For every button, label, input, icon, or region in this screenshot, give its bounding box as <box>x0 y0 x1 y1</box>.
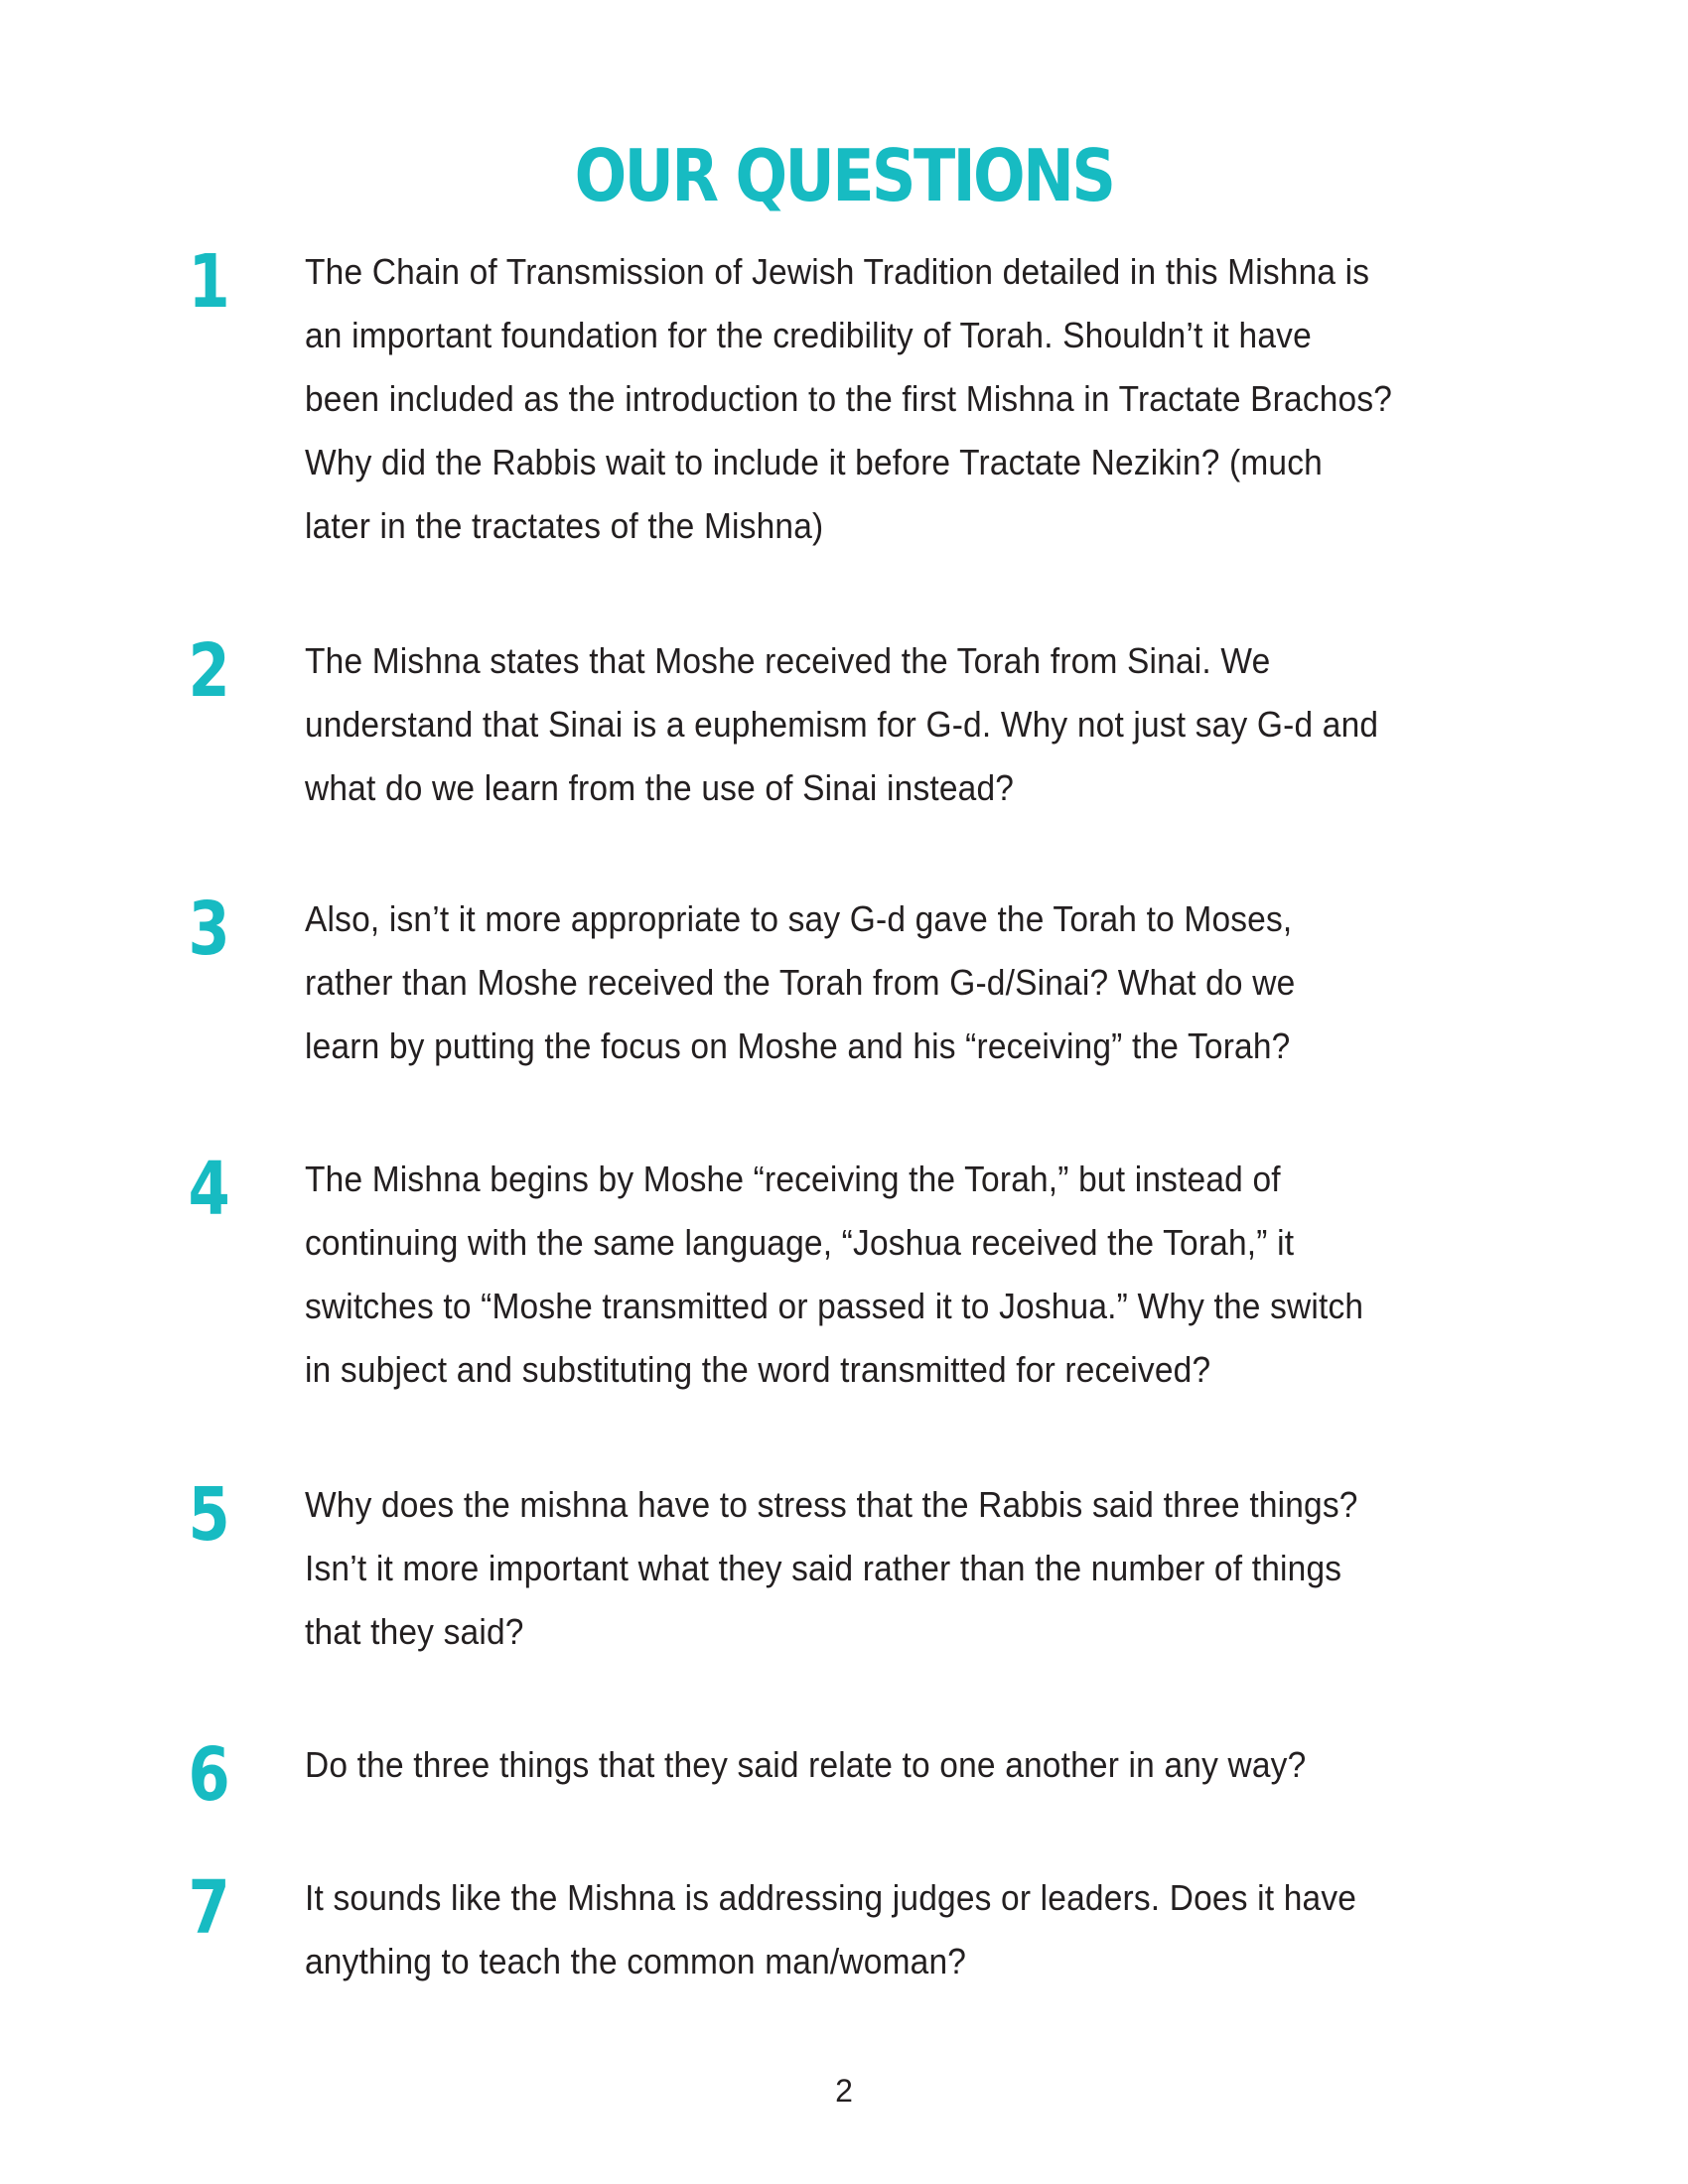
question-line: Also, isn’t it more appropriate to say G-d gave the Torah to Moses, <box>305 898 1293 939</box>
question-text <box>305 887 1556 1078</box>
question-number: 6 <box>188 1732 230 1818</box>
question-number: 7 <box>188 1865 230 1951</box>
question-line: The Mishna begins by Moshe “receiving the Torah,” but instead of <box>305 1159 1281 1199</box>
question-line: switches to “Moshe transmitted or passed it to Joshua.” Why the switch <box>305 1286 1364 1326</box>
question-text <box>305 629 1556 820</box>
question-line: continuing with the same language, “Joshua received the Torah,” it <box>305 1222 1295 1263</box>
question-line: learn by putting the focus on Moshe and his “receiving” the Torah? <box>305 1025 1291 1066</box>
question-line: It sounds like the Mishna is addressing judges or leaders. Does it have <box>305 1877 1357 1918</box>
question-number: 2 <box>188 628 230 714</box>
question-line: that they said? <box>305 1611 524 1652</box>
page-title: OUR QUESTIONS <box>574 134 1114 218</box>
question-number: 4 <box>188 1147 230 1232</box>
question-line: The Chain of Transmission of Jewish Tradition detailed in this Mishna is <box>305 251 1370 292</box>
question-number: 3 <box>188 887 230 972</box>
question-line: later in the tractates of the Mishna) <box>305 505 824 546</box>
question-line: what do we learn from the use of Sinai instead? <box>305 767 1015 808</box>
question-line: in subject and substituting the word transmitted for received? <box>305 1349 1211 1390</box>
question-line: Do the three things that they said relate to one another in any way? <box>305 1744 1307 1785</box>
question-line: anything to teach the common man/woman? <box>305 1941 967 1981</box>
question-line: Isn’t it more important what they said rather than the number of things <box>305 1548 1342 1588</box>
question-line: The Mishna states that Moshe received the Torah from Sinai. We <box>305 640 1271 681</box>
question-number: 1 <box>188 239 230 325</box>
question-text <box>305 240 1556 558</box>
question-line: understand that Sinai is a euphemism for G-d. Why not just say G-d and <box>305 704 1379 745</box>
question-line: rather than Moshe received the Torah from G-d/Sinai? What do we <box>305 962 1296 1003</box>
question-line: an important foundation for the credibility of Torah. Shouldn’t it have <box>305 315 1312 355</box>
question-number: 5 <box>188 1472 230 1558</box>
question-text <box>305 1733 1556 1797</box>
question-line: Why did the Rabbis wait to include it before Tractate Nezikin? (much <box>305 442 1323 482</box>
page-number: 2 <box>835 2073 853 2109</box>
question-text <box>305 1866 1556 1993</box>
question-text <box>305 1473 1556 1664</box>
question-line: been included as the introduction to the first Mishna in Tractate Brachos? <box>305 378 1393 419</box>
question-line: Why does the mishna have to stress that the Rabbis said three things? <box>305 1484 1358 1525</box>
question-text <box>305 1148 1556 1402</box>
